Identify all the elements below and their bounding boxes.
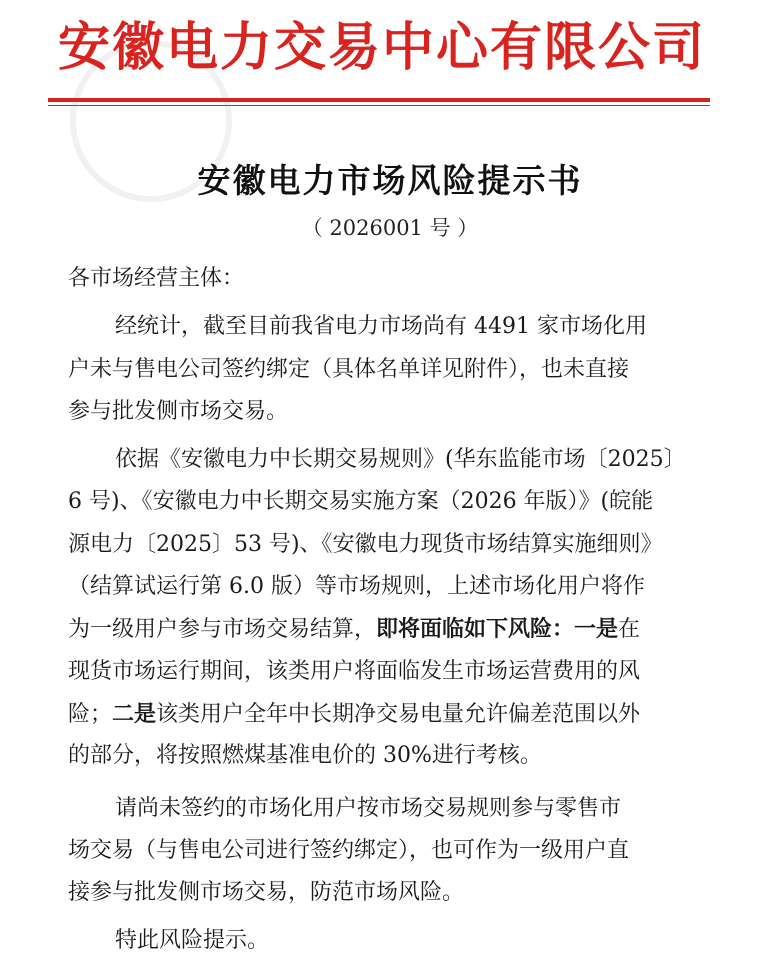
text-segment: 为一级用户参与市场交易结算， — [68, 617, 377, 643]
salutation: 各市场经营主体： — [68, 266, 245, 291]
paragraph-1-line: 经统计，截至目前我省电力市场尚有 4491 家市场化用 — [115, 314, 647, 340]
paragraph-2-line: 的部分，将按照燃煤基准电价的 30%进行考核。 — [68, 743, 542, 769]
text-segment: 在 — [618, 617, 641, 643]
risk-emphasis: 二是 — [112, 700, 157, 727]
text-segment: 该类用户全年中长期净交易电量允许偏差范围以外 — [156, 701, 641, 727]
document-number: （ 2026001 号 ） — [301, 216, 479, 240]
document-title: 安徽电力市场风险提示书 — [197, 161, 583, 200]
paragraph-2-line: 6 号)、《安徽电力中长期交易实施方案（2026 年版）》(皖能 — [68, 489, 654, 515]
paragraph-2-line: 源电力〔2025〕53 号)、《安徽电力现货市场结算实施细则》 — [68, 531, 663, 557]
paragraph-3-line: 请尚未签约的市场化用户按市场交易规则参与零售市 — [115, 795, 622, 821]
letterhead-rule-thick — [48, 98, 710, 102]
text-segment: 险； — [68, 701, 113, 727]
paragraph-2-line: （结算试运行第 6.0 版）等市场规则，上述市场化用户将作 — [68, 574, 645, 600]
letterhead-rule-thin — [48, 105, 710, 106]
paragraph-2-line: 依据《安徽电力中长期交易规则》(华东监能市场〔2025〕 — [115, 447, 686, 473]
paragraph-2-line: 现货市场运行期间，该类用户将面临发生市场运营费用的风 — [68, 658, 641, 684]
paragraph-1-line: 参与批发侧市场交易。 — [68, 398, 289, 424]
paragraph-2-line — [68, 608, 698, 650]
paragraph-1-line: 户未与售电公司签约绑定（具体名单详见附件），也未直接 — [68, 356, 630, 382]
paragraph-3-line: 接参与批发侧市场交易，防范市场风险。 — [68, 880, 465, 906]
closing-line: 特此风险提示。 — [115, 928, 270, 954]
paragraph-3-line: 场交易（与售电公司进行签约绑定），也可作为一级用户直 — [68, 837, 630, 863]
risk-emphasis: 即将面临如下风险：一是 — [376, 616, 619, 643]
organization-letterhead: 安徽电力交易中心有限公司 — [58, 17, 707, 78]
paragraph-2-line — [68, 693, 698, 735]
document-body — [68, 258, 698, 963]
